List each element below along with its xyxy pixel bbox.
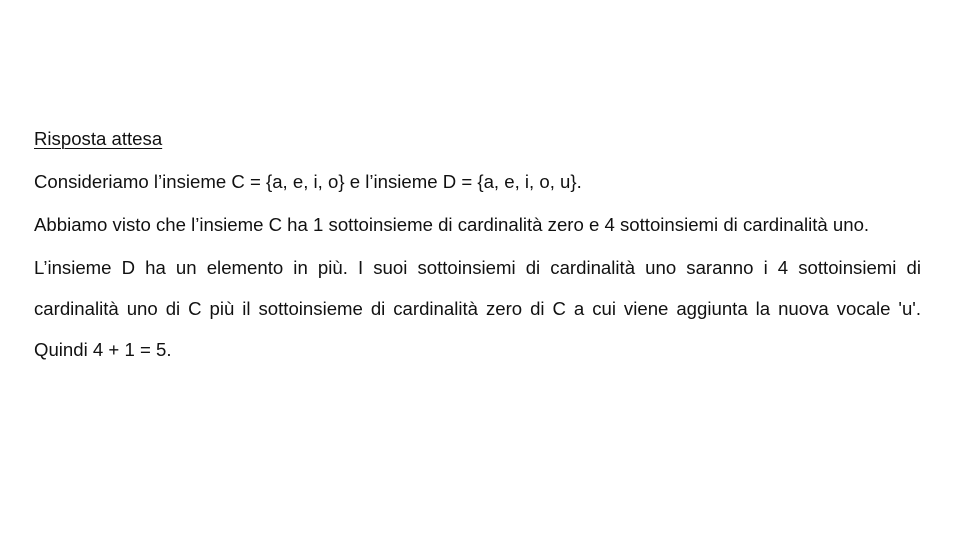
subsets-of-c-paragraph: Abbiamo visto che l’insieme C ha 1 sottoinsieme di cardinalità zero e 4 sottoinsiemi di cardinalità uno. bbox=[34, 214, 870, 235]
slide-text-block bbox=[34, 118, 921, 372]
sets-definition-paragraph: Consideriamo l’insieme C = {a, e, i, o} e l’insieme D = {a, e, i, o, u}. bbox=[34, 171, 582, 192]
answer-heading: Risposta attesa bbox=[34, 128, 163, 149]
subsets-of-d-paragraph: L’insieme D ha un elemento in più. I suoi sottoinsiemi di cardinalità uno saranno i 4 sottoinsiemi di cardinalità uno di C più il sottoinsieme di cardinalità zero di C a cui viene aggiunta la nuova vocale 'u'. Quindi 4 + 1 = 5. bbox=[34, 257, 921, 360]
